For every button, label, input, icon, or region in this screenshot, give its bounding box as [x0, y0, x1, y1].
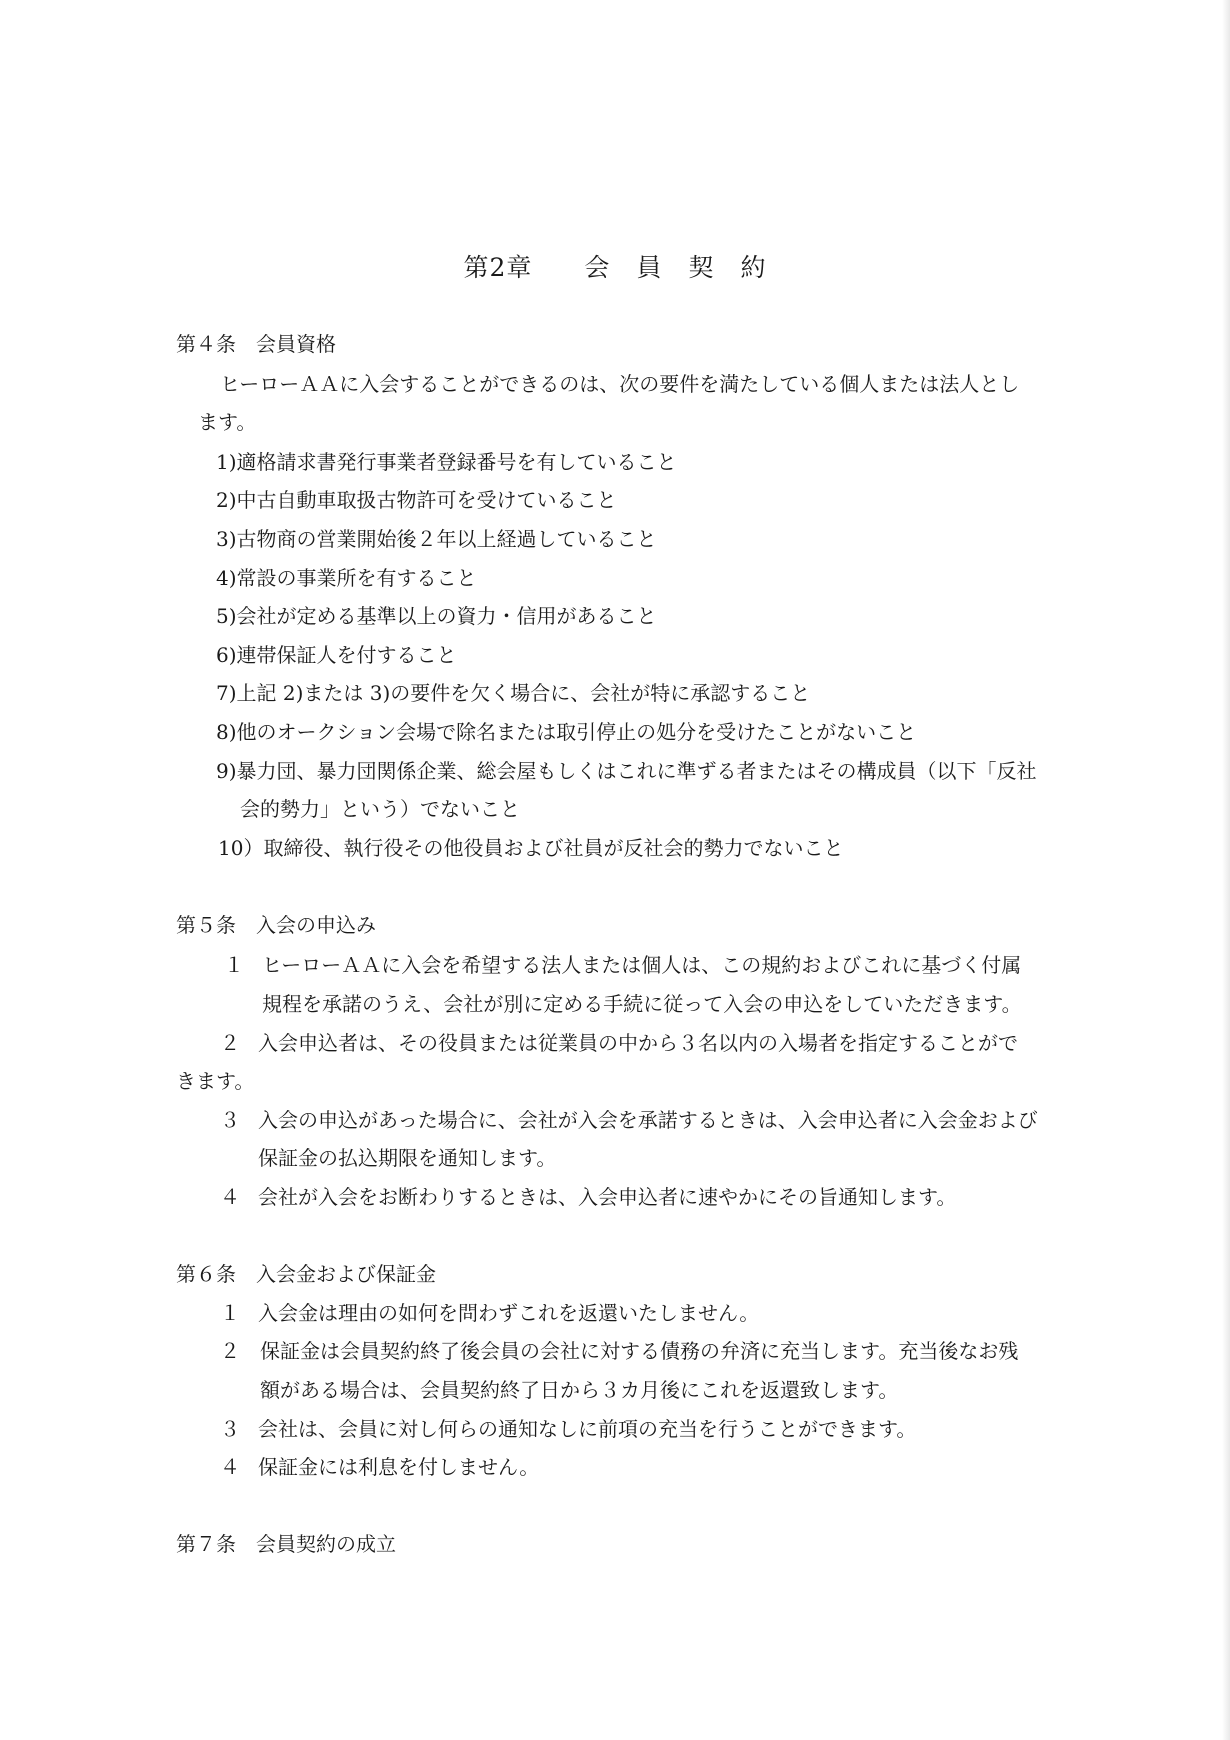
- article-4-item-9-line-1: 9)暴力団、暴力団関係企業、総会屋もしくはこれに準ずる者またはその構成員（以下「反社: [216, 759, 1037, 783]
- article-4-item-4: 4)常設の事業所を有すること: [216, 566, 477, 590]
- article-6-para-3-line-1: 会社は、会員に対し何らの通知なしに前項の充当を行うことができます。: [258, 1417, 917, 1441]
- article-5-para-2-number: ２: [220, 1031, 240, 1055]
- article-6-para-4-line-1: 保証金には利息を付しません。: [258, 1455, 540, 1479]
- article-5-para-4-line-1: 会社が入会をお断わりするときは、入会申込者に速やかにその旨通知します。: [258, 1185, 957, 1209]
- article-5-para-3-number: ３: [220, 1108, 240, 1132]
- article-4-item-3: 3)古物商の営業開始後２年以上経過していること: [216, 527, 657, 551]
- article-4-item-7: 7)上記 2)または 3)の要件を欠く場合に、会社が特に承認すること: [216, 681, 811, 705]
- article-5-para-1-line-1: ヒーローＡＡに入会を希望する法人または個人は、この規約およびこれに基づく付属: [262, 953, 1022, 977]
- article-4-item-2: 2)中古自動車取扱古物許可を受けていること: [216, 488, 617, 512]
- article-4-heading: 第４条 会員資格: [176, 332, 336, 356]
- article-4-intro-line-2: ます。: [198, 410, 257, 434]
- article-4-item-9-line-2: 会的勢力」という）でないこと: [240, 797, 520, 821]
- article-4-item-6: 6)連帯保証人を付すること: [216, 643, 457, 667]
- article-4-item-5: 5)会社が定める基準以上の資力・信用があること: [216, 604, 657, 628]
- article-4-item-1: 1)適格請求書発行事業者登録番号を有していること: [216, 450, 677, 474]
- article-5-para-3-line-1: 入会の申込があった場合に、会社が入会を承諾するときは、入会申込者に入会金および: [258, 1108, 1038, 1132]
- article-5-para-2-line-2: きます。: [176, 1069, 255, 1093]
- article-5-heading: 第５条 入会の申込み: [176, 913, 376, 937]
- article-5-para-1-line-2: 規程を承諾のうえ、会社が別に定める手続に従って入会の申込をしていただきます。: [262, 992, 1022, 1016]
- article-6-para-2-number: ２: [220, 1339, 240, 1363]
- article-4-item-10: 10）取締役、執行役その他役員および社員が反社会的勢力でないこと: [218, 836, 844, 860]
- article-6-para-1-number: １: [220, 1301, 240, 1325]
- article-6-para-4-number: ４: [220, 1455, 240, 1479]
- article-5-para-4-number: ４: [220, 1185, 240, 1209]
- article-4-intro-line-1: ヒーローＡＡに入会することができるのは、次の要件を満たしている個人または法人とし: [220, 372, 1020, 396]
- chapter-title: 第2章 会 員 契 約: [463, 253, 767, 282]
- article-5-para-3-line-2: 保証金の払込期限を通知します。: [258, 1146, 557, 1170]
- article-7-heading: 第７条 会員契約の成立: [176, 1532, 396, 1556]
- article-6-para-1-line-1: 入会金は理由の如何を問わずこれを返還いたしません。: [258, 1301, 760, 1325]
- article-6-para-3-number: ３: [220, 1417, 240, 1441]
- article-6-heading: 第６条 入会金および保証金: [176, 1262, 436, 1286]
- article-6-para-2-line-1: 保証金は会員契約終了後会員の会社に対する債務の弁済に充当します。充当後なお残: [260, 1339, 1019, 1363]
- article-6-para-2-line-2: 額がある場合は、会員契約終了日から３カ月後にこれを返還致します。: [260, 1378, 899, 1402]
- article-5-para-1-number: １: [224, 953, 244, 977]
- article-4-item-8: 8)他のオークション会場で除名または取引停止の処分を受けたことがないこと: [216, 720, 917, 744]
- article-5-para-2-line-1: 入会申込者は、その役員または従業員の中から３名以内の入場者を指定することがで: [258, 1031, 1018, 1055]
